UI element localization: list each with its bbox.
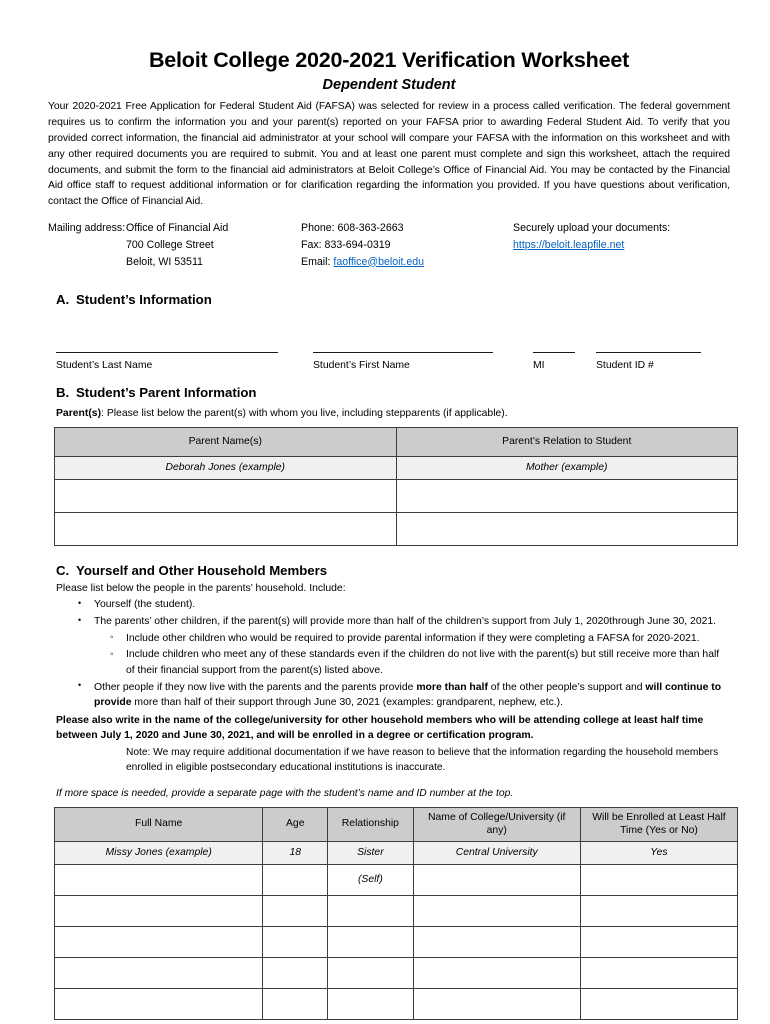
parents-bold-label: Parent(s) (56, 408, 102, 420)
last-name-label: Student’s Last Name (56, 360, 153, 372)
upload-url-link[interactable]: https://beloit.leapfile.net (513, 238, 625, 251)
household-relationship-cell[interactable] (328, 927, 413, 958)
household-name-cell[interactable] (55, 989, 263, 1020)
parent-table-header-name: Parent Name(s) (55, 427, 397, 456)
student-id-label: Student ID # (596, 360, 654, 372)
parent-table-header-row (55, 427, 738, 456)
student-information-fields (48, 319, 730, 371)
phone-line: Phone: 608-363-2663 (301, 222, 404, 235)
list-item: • Yourself (the student). (94, 597, 730, 613)
address-line-2: 700 College Street (126, 238, 214, 251)
household-self-cell[interactable]: (Self) (328, 865, 413, 896)
household-sub-bullets (48, 631, 730, 679)
household-bullets-last (48, 680, 730, 711)
other-people-part3: more than half of their support through June 30, 2021 (examples: grandparent, nephew, etc.). (131, 697, 564, 709)
household-enrolled-cell[interactable] (580, 896, 737, 927)
household-enrolled-cell[interactable] (580, 958, 737, 989)
parent-table-example-row (55, 456, 738, 479)
college-university-bold-paragraph: Please also write in the name of the college/university for other household members who will be attending college at least half time between July 1, 2020 and June 30, 2021, and will be enrolled in a degree or certification program. (56, 714, 704, 742)
table-row[interactable] (55, 512, 738, 545)
table-row[interactable] (55, 927, 738, 958)
email-link[interactable]: faoffice@beloit.edu (333, 255, 425, 268)
student-id-line[interactable] (596, 352, 701, 353)
household-age-cell[interactable] (263, 958, 328, 989)
household-relationship-cell[interactable] (328, 989, 413, 1020)
section-b-title: Student’s Parent Information (76, 385, 257, 401)
household-enrolled-cell[interactable] (580, 989, 737, 1020)
household-example-college: Central University (413, 842, 580, 865)
household-example-row (55, 842, 738, 865)
list-item: ◦ Include other children who would be required to provide parental information if they were completing a FAFSA for 2020-2021. (126, 631, 730, 647)
household-enrolled-cell[interactable] (580, 865, 737, 896)
section-a-letter: A. (56, 292, 70, 308)
table-row[interactable] (55, 479, 738, 512)
household-table-header-row (55, 807, 738, 841)
fax-line: Fax: 833-694-0319 (301, 238, 391, 251)
list-item (94, 680, 730, 711)
household-header-full-name: Full Name (55, 807, 263, 841)
household-age-cell[interactable] (263, 989, 328, 1020)
household-relationship-cell[interactable] (328, 958, 413, 989)
section-b-heading (48, 385, 730, 400)
page-title: Beloit College 2020-2021 Verification Worksheet (148, 48, 630, 72)
household-name-cell[interactable] (55, 896, 263, 927)
documentation-note: Note: We may require additional documentation if we have reason to believe that the information regarding the household members enrolled in eligible postsecondary educational institutions is inaccurate. (126, 746, 719, 774)
other-people-part1: Other people if they now live with the parents and the parents provide (94, 681, 417, 693)
parent-name-cell[interactable] (55, 479, 397, 512)
table-row[interactable] (55, 958, 738, 989)
household-enrolled-cell[interactable] (580, 927, 737, 958)
table-row[interactable] (55, 865, 738, 896)
last-name-line[interactable] (56, 352, 278, 353)
household-example-age: 18 (263, 842, 328, 865)
household-header-age: Age (263, 807, 328, 841)
household-age-cell[interactable] (263, 927, 328, 958)
household-table (54, 807, 738, 1020)
household-header-college: Name of College/University (if any) (413, 807, 580, 841)
household-college-cell[interactable] (413, 865, 580, 896)
section-c-letter: C. (56, 562, 70, 578)
household-example-name: Missy Jones (example) (55, 842, 263, 865)
email-label: Email: (301, 255, 331, 268)
household-age-cell[interactable] (263, 865, 328, 896)
parent-name-cell[interactable] (55, 512, 397, 545)
household-college-cell[interactable] (413, 927, 580, 958)
household-bullets (48, 597, 730, 629)
upload-url-cell (513, 237, 730, 254)
parent-relation-cell[interactable] (396, 512, 738, 545)
list-item: ◦ Include children who meet any of these standards even if the children do not live with the parent(s) but still receive more than half of their financial support from the parent(s) listed above. (126, 647, 730, 678)
parent-table-header-relation: Parent’s Relation to Student (396, 427, 738, 456)
section-a-title: Student’s Information (76, 292, 212, 308)
upload-label: Securely upload your documents: (513, 222, 671, 235)
will-continue-bold: will continue to provide (94, 681, 722, 709)
mailing-address-label: Mailing address: (48, 222, 126, 235)
email-line (301, 254, 513, 271)
first-name-label: Student’s First Name (313, 360, 410, 372)
parents-instruction-rest: : Please list below the parent(s) with whom you live, including stepparents (if applicable). (101, 408, 508, 420)
address-line-1: Office of Financial Aid (126, 222, 229, 235)
household-name-cell[interactable] (55, 927, 263, 958)
section-a-heading (48, 292, 730, 307)
household-name-cell[interactable] (55, 958, 263, 989)
first-name-line[interactable] (313, 352, 493, 353)
parent-table (54, 427, 738, 546)
household-age-cell[interactable] (263, 896, 328, 927)
table-row[interactable] (55, 896, 738, 927)
table-row[interactable] (55, 989, 738, 1020)
list-item: • The parents’ other children, if the parent(s) will provide more than half of the children’s support from July 1, 2020through June 30, 2021. (94, 614, 730, 630)
household-example-relationship: Sister (328, 842, 413, 865)
household-relationship-cell[interactable] (328, 896, 413, 927)
parent-relation-cell[interactable] (396, 479, 738, 512)
household-header-enrolled: Will be Enrolled at Least Half Time (Yes or No) (580, 807, 737, 841)
household-header-relationship: Relationship (328, 807, 413, 841)
page-subtitle: Dependent Student (322, 77, 456, 94)
section-b-letter: B. (56, 385, 70, 401)
more-than-half-bold: more than half (416, 681, 488, 693)
section-b-instruction (48, 406, 730, 422)
section-c-intro: Please list below the people in the parents’ household. Include: (56, 582, 346, 594)
household-example-enrolled: Yes (580, 842, 737, 865)
household-college-cell[interactable] (413, 989, 580, 1020)
parent-example-relation: Mother (example) (396, 456, 738, 479)
household-college-cell[interactable] (413, 896, 580, 927)
section-c-title: Yourself and Other Household Members (76, 562, 328, 578)
address-line-3: Beloit, WI 53511 (126, 255, 203, 268)
parent-example-name: Deborah Jones (example) (55, 456, 397, 479)
other-people-part2: of the other people’s support and (487, 681, 646, 693)
household-college-cell[interactable] (413, 958, 580, 989)
mi-line[interactable] (533, 352, 575, 353)
household-name-cell[interactable] (55, 865, 263, 896)
section-c-heading (48, 563, 730, 578)
mi-label: MI (533, 360, 545, 372)
intro-paragraph: Your 2020-2021 Free Application for Federal Student Aid (FAFSA) was selected for review in a process called verification. The federal government requires us to confirm the information you and your parent(s) reported on your FAFSA prior to awarding Federal Student Aid. To verify that you provided correct information, the financial aid administrator at your school will compare your FAFSA with the information on this worksheet and with any other required documents you are required to submit. You and at least one parent must complete and sign this worksheet, attach the required documents, and submit the form to the financial aid administrators at Beloit College’s Office of Financial Aid. You may be contacted by the Financial Aid office staff to request additional information or for clarification regarding the information you provided. If you have questions about verification, contact the Office of Financial Aid. (48, 101, 730, 208)
contact-block (48, 220, 730, 270)
extra-space-note: If more space is needed, provide a separate page with the student’s name and ID number at the top. (56, 787, 514, 799)
